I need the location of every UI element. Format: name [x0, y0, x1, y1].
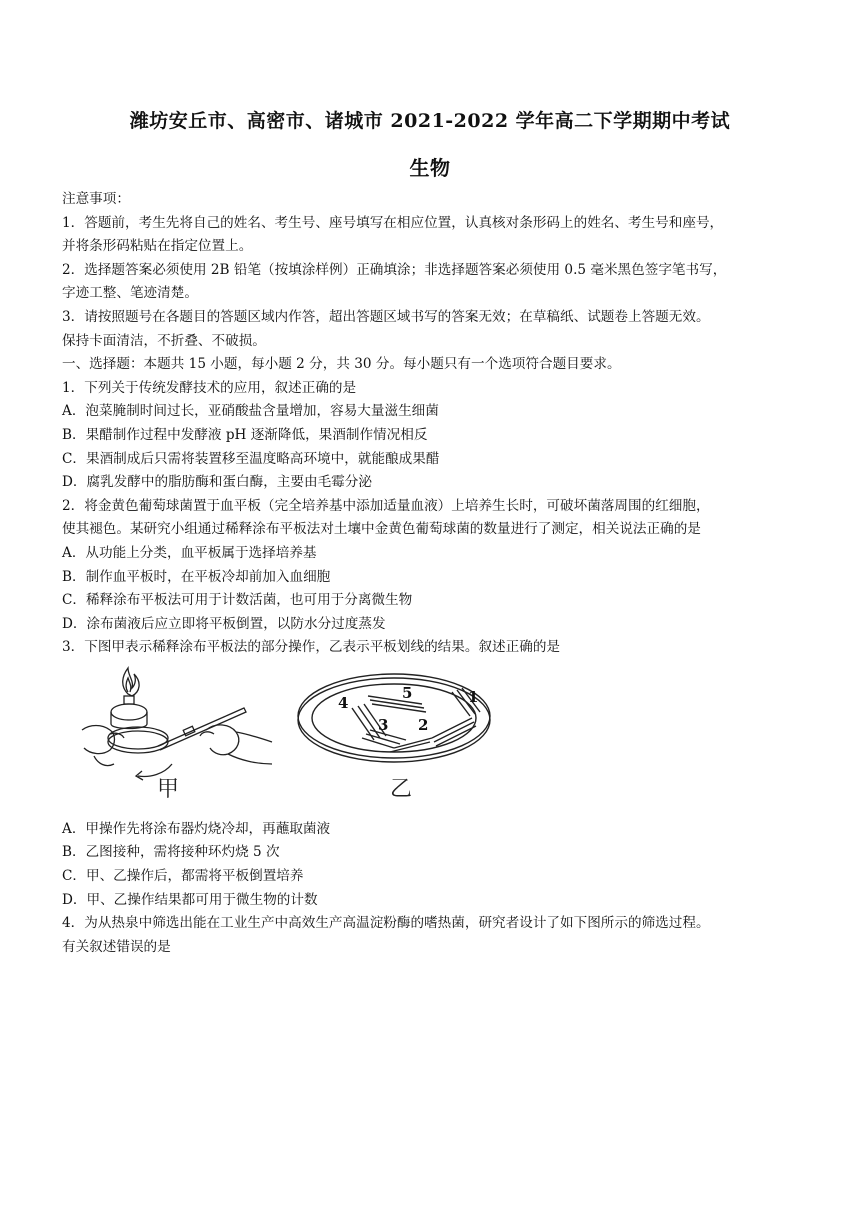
question-stem: 使其褪色。某研究小组通过稀释涂布平板法对土壤中金黄色葡萄球菌的数量进行了测定，相关说法正确的是	[62, 521, 701, 538]
streak-number-5: 5	[402, 683, 413, 702]
figure-label-yi: 乙	[390, 776, 413, 802]
notice-line: 保持卡面清洁，不折叠、不破损。	[62, 332, 266, 349]
notice-line: 3．请按照题号在各题目的答题区域内作答，超出答题区域书写的答案无效；在草稿纸、试题卷上答题无效。	[62, 308, 710, 325]
streak-number-1: 1	[468, 687, 479, 706]
option-a: A．从功能上分类，血平板属于选择培养基	[62, 544, 317, 561]
streak-number-2: 2	[418, 715, 429, 734]
option-a: A．甲操作先将涂布器灼烧冷却，再蘸取菌液	[62, 820, 331, 837]
option-d: D．涂布菌液后应立即将平板倒置，以防水分过度蒸发	[62, 615, 386, 632]
section-heading: 一、选择题：本题共 15 小题，每小题 2 分，共 30 分。每小题只有一个选项符合题目要求。	[62, 356, 621, 373]
figure-label-jia: 甲	[157, 776, 180, 802]
option-b: B．乙图接种，需将接种环灼烧 5 次	[62, 844, 280, 861]
option-b: B．制作血平板时，在平板冷却前加入血细胞	[62, 568, 331, 585]
q3-figure	[62, 664, 802, 812]
option-c: C．果酒制成后只需将装置移至温度略高环境中，就能酿成果醋	[62, 450, 440, 467]
streak-number-3: 3	[378, 715, 389, 734]
question-stem: 1．下列关于传统发酵技术的应用，叙述正确的是	[62, 379, 357, 396]
notice-heading: 注意事项：	[62, 191, 130, 207]
option-c: C．稀释涂布平板法可用于计数活菌，也可用于分离微生物	[62, 592, 413, 609]
option-b: B．果醋制作过程中发酵液 pH 逐渐降低，果酒制作情况相反	[62, 426, 428, 443]
option-c: C．甲、乙操作后，都需将平板倒置培养	[62, 868, 304, 885]
subject-title: 生物	[409, 156, 451, 180]
question-stem: 3．下图甲表示稀释涂布平板法的部分操作，乙表示平板划线的结果。叙述正确的是	[62, 639, 561, 656]
exam-body	[62, 188, 802, 959]
notice-line: 1．答题前，考生先将自己的姓名、考生号、座号填写在相应位置，认真核对条形码上的姓名、考生号和座号，	[62, 214, 724, 231]
option-d: D．甲、乙操作结果都可用于微生物的计数	[62, 891, 318, 908]
question-stem: 4．为从热泉中筛选出能在工业生产中高效生产高温淀粉酶的嗜热菌，研究者设计了如下图所示的筛选过程。	[62, 915, 710, 932]
option-a: A．泡菜腌制时间过长，亚硝酸盐含量增加，容易大量滋生细菌	[62, 403, 439, 420]
question-stem: 2．将金黄色葡萄球菌置于血平板（完全培养基中添加适量血液）上培养生长时，可破坏菌落周围的红细胞，	[62, 497, 710, 514]
option-d: D．腐乳发酵中的脂肪酶和蛋白酶，主要由毛霉分泌	[62, 474, 372, 491]
spreading-operation-illustration	[76, 664, 276, 782]
notice-line: 2．选择题答案必须使用 2B 铅笔（按填涂样例）正确填涂；非选择题答案必须使用 0.5 毫米黑色签字笔书写，	[62, 261, 727, 278]
streak-plate-illustration	[282, 664, 532, 782]
exam-title: 潍坊安丘市、高密市、诸城市 2021-2022 学年高二下学期期中考试	[129, 110, 731, 132]
notice-line: 字迹工整、笔迹清楚。	[62, 285, 198, 302]
question-stem: 有关叙述错误的是	[62, 938, 171, 955]
streak-number-4: 4	[338, 693, 349, 712]
notice-line: 并将条形码粘贴在指定位置上。	[62, 238, 253, 255]
